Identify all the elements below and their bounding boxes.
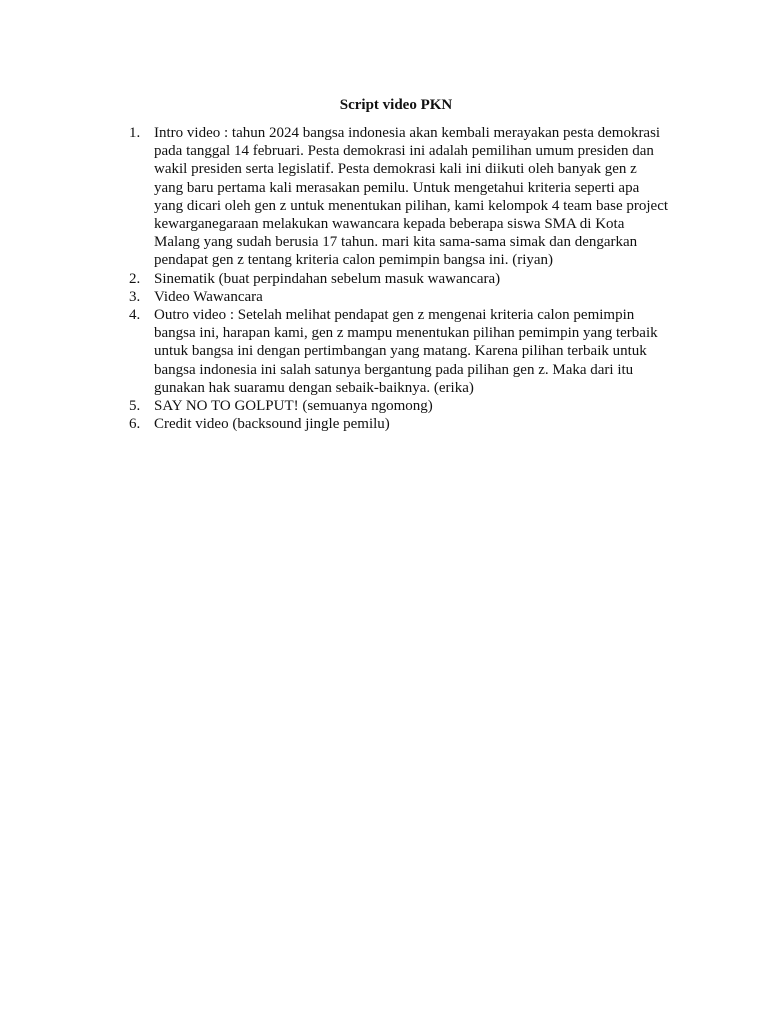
list-item-number: 4. [129, 307, 141, 324]
list-item [123, 124, 668, 270]
list-item-text: Sinematik (buat perpindahan sebelum masuk wawancara) [154, 270, 501, 287]
list-item-text: Intro video : tahun 2024 bangsa indonesia akan kembali merayakan pesta demokrasi pada tanggal 14 februari. Pesta demokrasi ini adalah pemilihan umum presiden dan wakil presiden serta legislatif. Pesta demokrasi kali ini diikuti oleh banyak gen z yang baru pertama kali merasakan pemilu. Untuk mengetahui kriteria seperti apa yang dicari oleh gen z untuk menentukan pilihan, kami kelompok 4 team base project kewarganegaraan melakukan wawancara kepada beberapa siswa SMA di Kota Malang yang sudah berusia 17 tahun. mari kita sama-sama simak dan dengarkan pendapat gen z tentang kriteria calon pemimpin bangsa ini. (riyan) [154, 125, 669, 269]
list-item [123, 397, 668, 415]
list-item-number: 1. [129, 125, 141, 141]
list-item-number: 6. [129, 416, 141, 433]
list-item-number: 2. [129, 270, 141, 287]
script-list [123, 124, 668, 433]
page-title: Script video PKN [339, 97, 453, 113]
list-item [123, 415, 668, 433]
list-item-text: Outro video : Setelah melihat pendapat gen z mengenai kriteria calon pemimpin bangsa ini, harapan kami, gen z mampu menentukan pilihan pemimpin yang terbaik untuk bangsa ini dengan pertimbangan yang matang. Karena pilihan terbaik untuk bangsa indonesia ini salah satunya bergantung pada pilihan gen z. Maka dari itu gunakan hak suaramu dengan sebaik-baiknya. (erika) [154, 307, 658, 396]
list-item-text: SAY NO TO GOLPUT! (semuanya ngomong) [154, 398, 433, 415]
list-item-text: Video Wawancara [154, 288, 263, 305]
list-item [123, 288, 668, 306]
list-item [123, 306, 668, 397]
list-item-number: 5. [129, 398, 141, 415]
list-item-number: 3. [129, 288, 141, 305]
list-item [123, 270, 668, 288]
list-item-text: Credit video (backsound jingle pemilu) [154, 416, 390, 433]
